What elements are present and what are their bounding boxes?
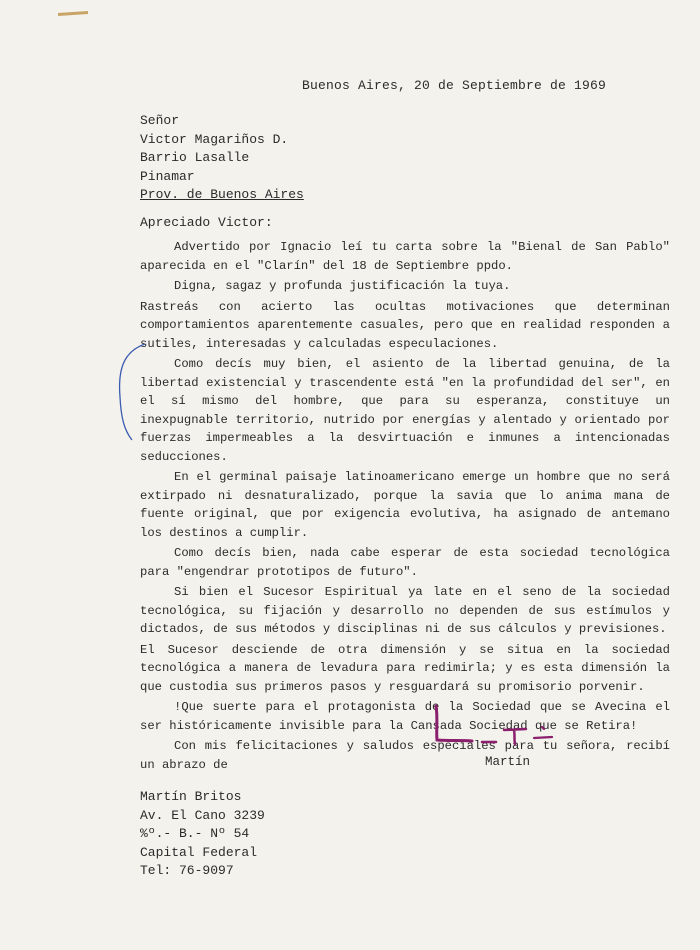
- paper-stain: [58, 11, 88, 16]
- paragraph-4: Como decís muy bien, el asiento de la libertad genuina, de la libertad existencial y trascendente está "en la profundidad del ser", en el sí mismo del hombre, que para su esperanza, constituye un inexpugnable territorio, nutrido por energías y alentado y orientado por fuerzas impermeables a la desvirtuación e inmunes a intencionadas seducciones.: [140, 357, 670, 464]
- paragraph-3: Rastreás con acierto las ocultas motivaciones que determinan comportamientos aparentemente casuales, pero que en realidad responden a sutiles, interesadas y calculadas especulaciones.: [140, 299, 670, 351]
- paragraph-10: Con mis felicitaciones y saludos especiales para tu señora, recibí un abrazo de: [140, 739, 670, 772]
- paragraph-2: Digna, sagaz y profunda justificación la tuya.: [174, 279, 511, 293]
- paragraph-7: Si bien el Sucesor Espiritual ya late en el seno de la sociedad tecnológica, su fijación y desarrollo no dependen de sus estímulos y dictados, de sus métodos y disciplinas ni de sus cálculos y previsiones.: [140, 585, 670, 636]
- sender-phone: Tel: 76-9097: [140, 863, 234, 878]
- margin-bracket-mark: [110, 342, 150, 442]
- sender-apartment: %º.- B.- Nº 54: [140, 826, 250, 841]
- paragraph-8: El Sucesor desciende de otra dimensión y se situa en la sociedad tecnológica a manera de levadura para redimirla; y es esta dimensión la que custodia sus primeros pasos y resguardará su promisorio porvenir.: [140, 642, 670, 694]
- addressee-city: Pinamar: [140, 168, 195, 184]
- addressee-province: Prov. de Buenos Aires: [140, 187, 304, 202]
- sender-street: Av. El Cano 3239: [140, 807, 265, 823]
- paragraph-5: En el germinal paisaje latinoamericano emerge un hombre que no será extirpado ni desnaturalizado, porque la savia que lo anima mana de fuente original, que por exigencia evolutiva, ha asignado de antemano los destinos a cumplir.: [140, 470, 670, 540]
- addressee-block: [140, 112, 304, 205]
- paragraph-9: !Que suerte para el protagonista de la Sociedad que se Avecina el ser históricamente invisible para la Cansada Sociedad que se Retira!: [140, 700, 670, 733]
- signed-name: Martín: [485, 755, 531, 769]
- salutation: Apreciado Victor:: [140, 215, 273, 230]
- dateline: Buenos Aires, 20 de Septiembre de 1969: [302, 78, 607, 93]
- handwritten-signature: [430, 700, 560, 755]
- addressee-name: Victor Magariños D.: [140, 131, 289, 147]
- paragraph-6: Como decís bien, nada cabe esperar de esta sociedad tecnológica para "engendrar prototipos de futuro".: [140, 546, 670, 579]
- paragraph-1: Advertido por Ignacio leí tu carta sobre la "Bienal de San Pablo" aparecida en el "Clarín" del 18 de Septiembre ppdo.: [140, 240, 670, 273]
- addressee-title: Señor: [140, 113, 180, 128]
- sender-name: Martín Britos: [140, 789, 242, 804]
- sender-block: [140, 788, 265, 881]
- letter-body: [140, 238, 670, 776]
- addressee-neighborhood: Barrio Lasalle: [140, 150, 250, 165]
- sender-city: Capital Federal: [140, 844, 258, 860]
